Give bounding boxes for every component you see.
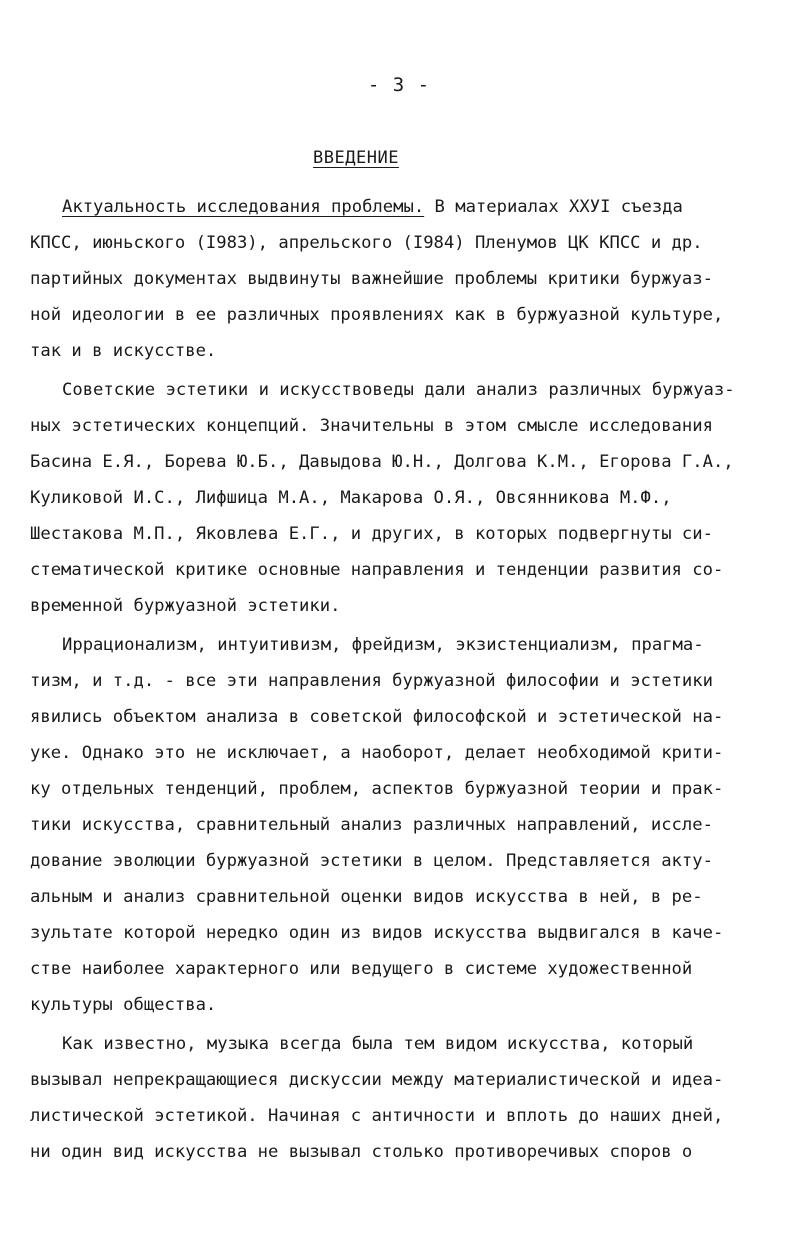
text-line: тизм, и т.д. - все эти направления буржуазной философии и эстетики: [30, 671, 713, 691]
text-line: Советские эстетики и искусствоведы дали анализ различных буржуаз-: [62, 380, 735, 400]
text-line: явились объектом анализа в советской философской и эстетической на-: [30, 707, 724, 727]
text-line: ных эстетических концепций. Значительны в этом смысле исследования: [30, 416, 713, 436]
text-line: так и в искусстве.: [30, 341, 217, 361]
text-line: альным и анализ сравнительной оценки видов искусства в ней, в ре-: [30, 887, 703, 907]
line-text: В материалах ХХУI съезда: [424, 197, 683, 217]
text-line: Басина Е.Я., Борева Ю.Б., Давыдова Ю.Н., Долгова К.М., Егорова Г.А.,: [30, 452, 734, 472]
paragraph-lead: Актуальность исследования проблемы.: [62, 197, 425, 217]
text-line: Куликовой И.С., Лифшица М.А., Макарова О.Я., Овсянникова М.Ф.,: [30, 488, 672, 508]
text-line: вызывал непрекращающиеся дискуссии между материалистической и идеа-: [30, 1070, 724, 1090]
text-line: стематической критике основные направления и тенденции развития со-: [30, 560, 724, 580]
text-line: Как известно, музыка всегда была тем видом искусства, который: [62, 1034, 694, 1054]
text-line: культуры общества.: [30, 995, 217, 1015]
text-line: стве наиболее характерного или ведущего в системе художественной: [30, 959, 693, 979]
text-line: временной буржуазной эстетики.: [30, 596, 341, 616]
text-line: листической эстетикой. Начиная с античности и вплоть до наших дней,: [30, 1106, 724, 1126]
text-line: партийных документах выдвинуты важнейшие проблемы критики буржуаз-: [30, 269, 713, 289]
text-line: тики искусства, сравнительный анализ различных направлений, иссле-: [30, 815, 713, 835]
body-text: [30, 194, 775, 1175]
text-line: ку отдельных тенденций, проблем, аспектов буржуазной теории и прак-: [30, 779, 724, 799]
section-heading: [0, 148, 712, 168]
text-line: ни один вид искусства не вызывал столько противоречивых споров о: [30, 1142, 693, 1162]
text-line: ной идеологии в ее различных проявлениях как в буржуазной культуре,: [30, 305, 724, 325]
text-line: Иррационализм, интуитивизм, фрейдизм, экзистенциализм, прагма-: [62, 635, 704, 655]
section-heading-text: ВВЕДЕНИЕ: [313, 148, 399, 168]
page-number: - 3 -: [367, 74, 431, 96]
text-line: зультате которой нередко один из видов искусства выдвигался в каче-: [30, 923, 724, 943]
text-line: Шестакова М.П., Яковлева Е.Г., и других, в которых подвергнуты си-: [30, 524, 713, 544]
text-line: [30, 194, 775, 230]
text-line: уке. Однако это не исключает, а наоборот, делает необходимой крити-: [30, 743, 724, 763]
text-line: дование эволюции буржуазной эстетики в целом. Представляется акту-: [30, 851, 713, 871]
text-line: КПСС, июньского (I983), апрельского (I984) Пленумов ЦК КПСС и др.: [30, 233, 703, 253]
